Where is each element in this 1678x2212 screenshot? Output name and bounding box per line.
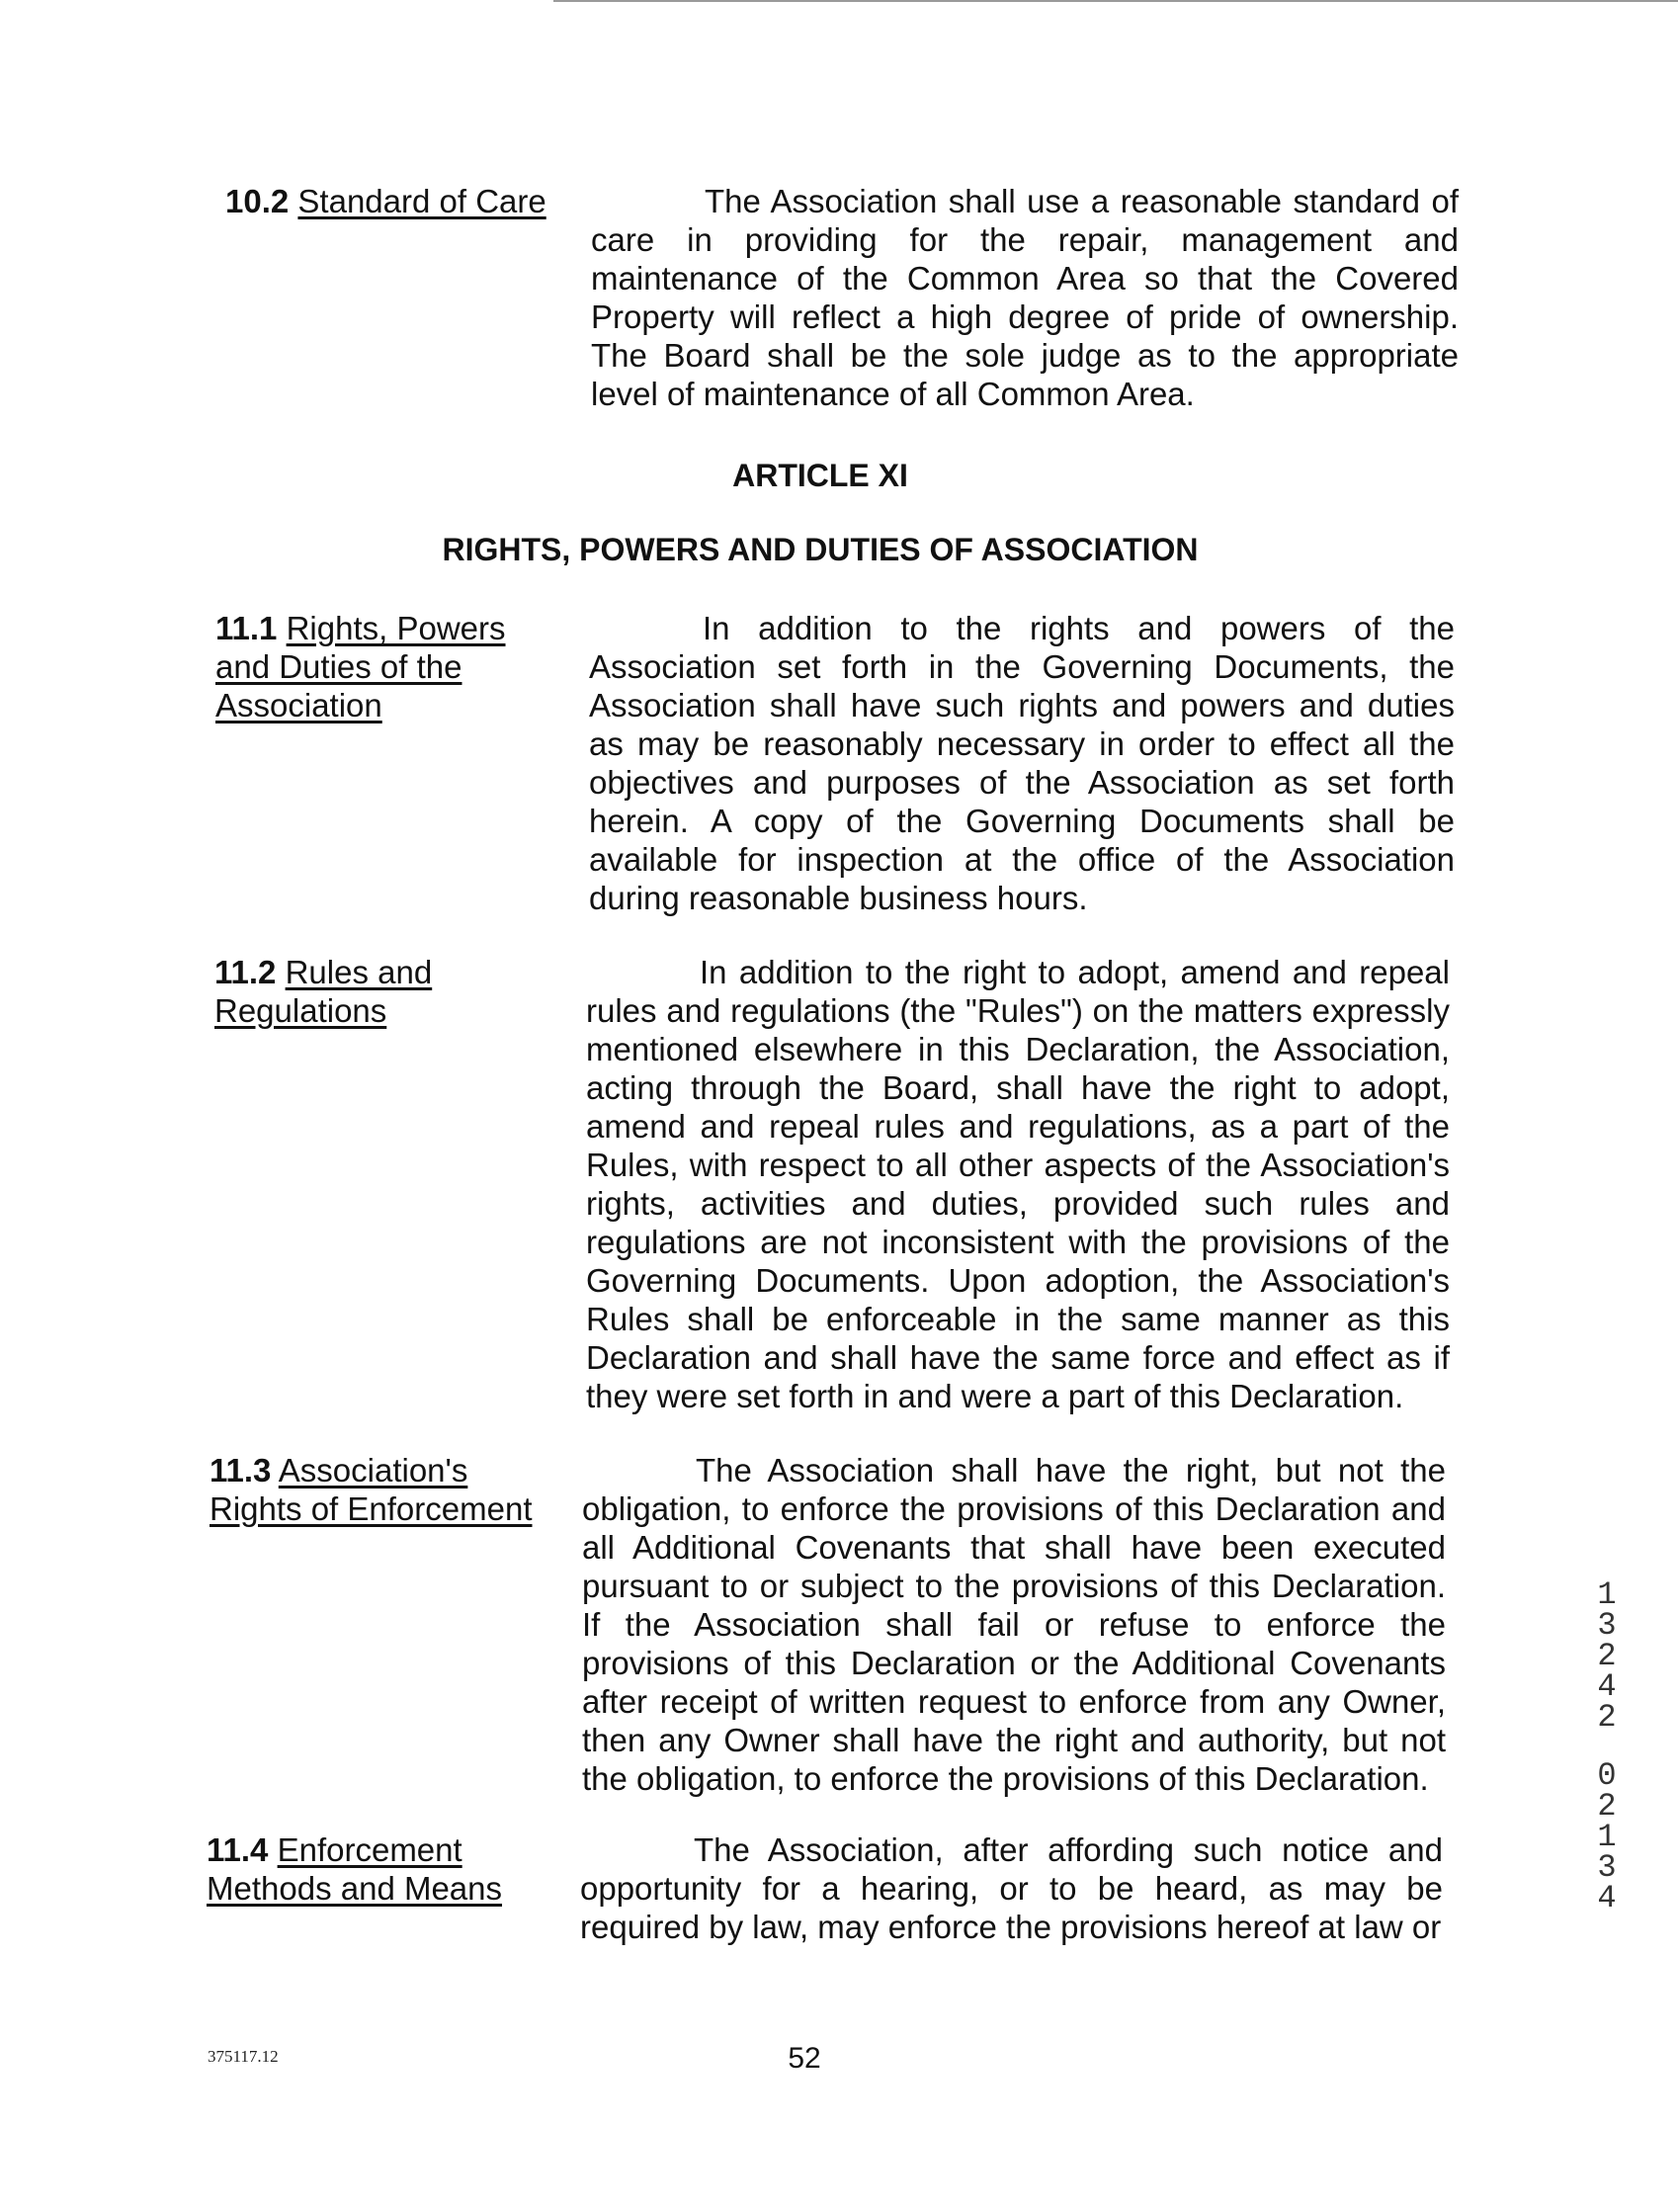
section-label-11-2 bbox=[214, 953, 471, 1030]
document-id: 375117.12 bbox=[208, 2047, 279, 2066]
stamp-digit: 2 bbox=[1597, 1788, 1617, 1825]
stamp-digit: 1 bbox=[1597, 1819, 1617, 1855]
section-title: Standard of Care bbox=[297, 183, 546, 219]
section-number: 11.3 bbox=[210, 1452, 272, 1489]
section-number: 11.1 bbox=[215, 610, 278, 646]
section-number: 11.4 bbox=[207, 1831, 269, 1868]
section-title: Enforcement Methods and Means bbox=[207, 1831, 503, 1907]
section-body-11-4: The Association, after affording such notice and opportunity for a hearing, or to be heard, as may be required by law, may enforce the provisions hereof at law or bbox=[580, 1831, 1443, 1945]
section-label-10-2 bbox=[225, 182, 551, 220]
section-body-11-2: In addition to the right to adopt, amend and repeal rules and regulations (the "Rules") on the matters expressly mentioned elsewhere in this Declaration, the Association, acting through the Board, shall have the right to adopt, amend and repeal rules and regulations, as a part of the Rules, with respect to all other aspects of the Association's rights, activities and duties, provided such rules and regulations are not inconsistent with the provisions of the Governing Documents. Upon adoption, the Association's Rules shall be enforceable in the same manner as this Declaration and shall have the same force and effect as if they were set forth in and were a part of this Declaration. bbox=[586, 954, 1450, 1414]
section-body-11-3: The Association shall have the right, but not the obligation, to enforce the provisions of this Declaration and all Additional Covenants that shall have been executed pursuant to or subject to the provisions of this Declaration. If the Association shall fail or refuse to enforce the provisions of this Declaration or the Additional Covenants after receipt of written request to enforce from any Owner, then any Owner shall have the right and authority, but not the obligation, to enforce the provisions of this Declaration. bbox=[582, 1452, 1446, 1797]
article-subheading: RIGHTS, POWERS AND DUTIES OF ASSOCIATION bbox=[442, 532, 1199, 567]
page-number: 52 bbox=[788, 2042, 821, 2075]
section-number: 11.2 bbox=[214, 954, 277, 990]
scan-edge-line bbox=[553, 0, 1678, 2]
section-title: Association's Rights of Enforcement bbox=[210, 1452, 533, 1527]
section-body-11-1: In addition to the rights and powers of the Association set forth in the Governing Documents, the Association shall have such rights and powers and duties as may be reasonably necessary in order to effect all the objectives and purposes of the Association as set forth herein. A copy of the Governing Documents shall be available for inspection at the office of the Association during reasonable business hours. bbox=[589, 610, 1455, 916]
article-heading: ARTICLE XI bbox=[732, 458, 908, 493]
section-body-10-2: The Association shall use a reasonable standard of care in providing for the repair, management and maintenance of the Common Area so that the Covered Property will reflect a high degree of pride of ownership. The Board shall be the sole judge as to the appropriate level of maintenance of all Common Area. bbox=[591, 183, 1459, 412]
stamp-digit: 2 bbox=[1597, 1699, 1617, 1736]
stamp-digit: 3 bbox=[1597, 1849, 1617, 1886]
stamp-digit: 3 bbox=[1597, 1607, 1617, 1644]
stamp-digit: 2 bbox=[1597, 1638, 1617, 1674]
section-number: 10.2 bbox=[225, 183, 290, 219]
section-label-11-4 bbox=[207, 1830, 523, 1908]
recording-number-stamp bbox=[1583, 1576, 1631, 1916]
section-label-11-1 bbox=[215, 609, 522, 724]
section-label-11-3 bbox=[210, 1451, 545, 1528]
stamp-digit: 4 bbox=[1597, 1668, 1617, 1705]
stamp-digit: 1 bbox=[1597, 1576, 1617, 1613]
stamp-digit: 4 bbox=[1597, 1880, 1617, 1916]
section-title: Rights, Powers and Duties of the Association bbox=[215, 610, 506, 723]
section-title: Rules and Regulations bbox=[214, 954, 433, 1029]
stamp-digit: 0 bbox=[1597, 1757, 1617, 1794]
